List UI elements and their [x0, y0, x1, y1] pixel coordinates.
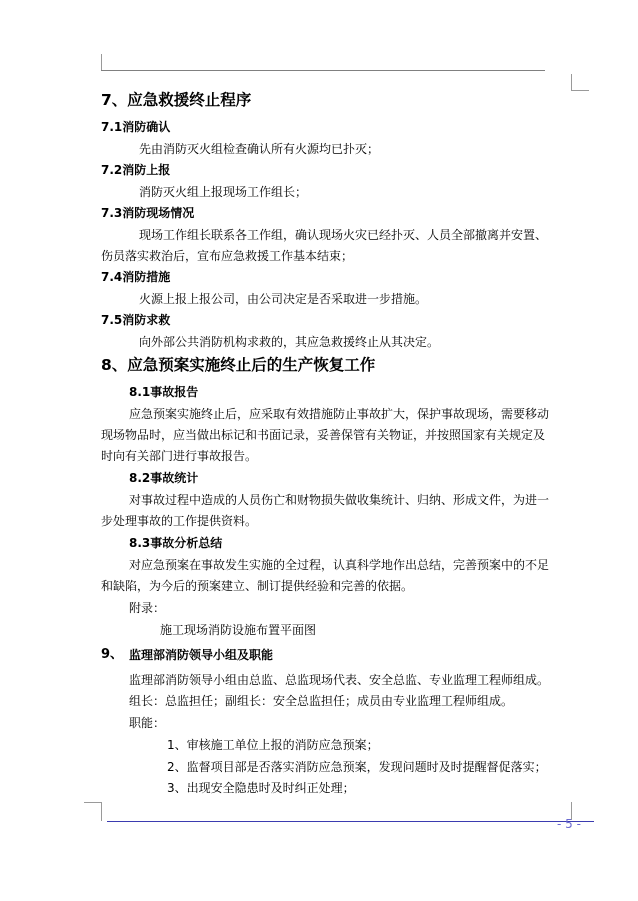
footer-rule — [107, 821, 594, 822]
section-7-3-heading: 7.3消防现场情况 — [101, 206, 195, 220]
duty-item: 2、监督项目部是否落实消防应急预案，发现问题时及时提醒督促落实； — [167, 760, 547, 774]
section-7-5-heading: 7.5消防求救 — [101, 313, 171, 327]
paragraph-line: 消防灭火组上报现场工作组长； — [139, 185, 308, 199]
paragraph-line: 监理部消防领导小组由总监、总监现场代表、安全总监、专业监理工程师组成。 — [129, 673, 550, 687]
corner-mark-top-left — [101, 54, 102, 70]
appendix-label: 附录： — [129, 601, 166, 615]
paragraph-line: 伤员落实救治后，宣布应急救援工作基本结束； — [101, 249, 354, 263]
appendix-item: 施工现场消防设施布置平面图 — [160, 623, 317, 637]
paragraph-line: 现场物品时，应当做出标记和书面记录，妥善保管有关物证，并按照国家有关规定及 — [101, 428, 546, 442]
section-8-title: 8、应急预案实施终止后的生产恢复工作 — [101, 356, 376, 374]
corner-mark-top-right — [571, 74, 589, 91]
paragraph-line: 步处理事故的工作提供资料。 — [101, 514, 258, 528]
paragraph-line: 应急预案实施终止后，应采取有效措施防止事故扩大，保护事故现场，需要移动 — [129, 407, 550, 421]
section-7-title: 7、应急救援终止程序 — [101, 91, 252, 109]
paragraph-line: 对应急预案在事故发生实施的全过程，认真科学地作出总结，完善预案中的不足 — [129, 558, 550, 572]
duty-item: 3、出现安全隐患时及时纠正处理； — [167, 781, 355, 795]
paragraph-line: 向外部公共消防机构求救的，其应急救援终止从其决定。 — [139, 335, 440, 349]
corner-mark-bottom-left — [84, 802, 102, 821]
section-7-2-heading: 7.2消防上报 — [101, 163, 171, 177]
section-7-1-heading: 7.1消防确认 — [101, 120, 171, 134]
paragraph-line: 时向有关部门进行事故报告。 — [101, 449, 258, 463]
duty-item: 1、审核施工单位上报的消防应急预案； — [167, 738, 379, 752]
section-7-4-heading: 7.4消防措施 — [101, 270, 171, 284]
paragraph-line: 职能： — [129, 716, 166, 730]
section-9-title: 监理部消防领导小组及职能 — [129, 648, 274, 662]
section-8-3-heading: 8.3事故分析总结 — [129, 536, 223, 550]
paragraph-line: 对事故过程中造成的人员伤亡和财物损失做收集统计、归纳、形成文件，为进一 — [129, 493, 550, 507]
section-8-2-heading: 8.2事故统计 — [129, 471, 199, 485]
paragraph-line: 和缺陷，为今后的预案建立、制订提供经验和完善的依据。 — [101, 579, 414, 593]
section-8-1-heading: 8.1事故报告 — [129, 385, 199, 399]
section-9-number: 9、 — [101, 647, 124, 662]
header-rule — [101, 70, 545, 71]
paragraph-line: 组长：总监担任；副组长：安全总监担任；成员由专业监理工程师组成。 — [129, 694, 514, 708]
paragraph-line: 现场工作组长联系各工作组，确认现场火灾已经扑灭、人员全部撤离并安置、 — [139, 228, 548, 242]
page-number: - 5 - — [557, 817, 581, 831]
paragraph-line: 先由消防灭火组检查确认所有火源均已扑灭； — [139, 142, 380, 156]
paragraph-line: 火源上报上报公司，由公司决定是否采取进一步措施。 — [139, 292, 428, 306]
